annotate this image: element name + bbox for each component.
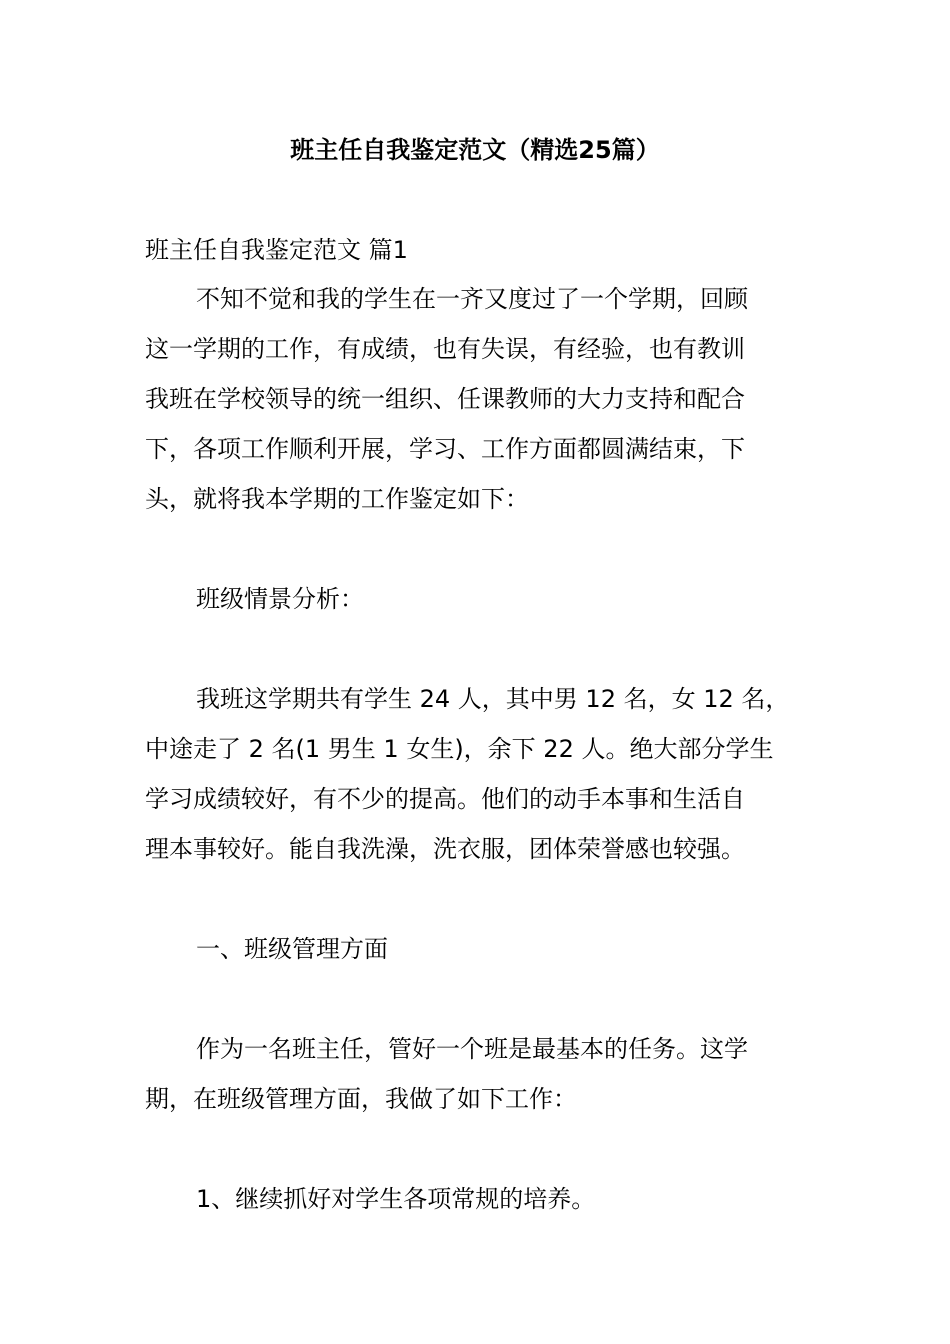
paragraph-line: 理本事较好。能自我洗澡，洗衣服，团体荣誉感也较强。 — [145, 835, 745, 863]
paragraph-line: 下，各项工作顺利开展，学习、工作方面都圆满结束，下 — [145, 435, 745, 463]
paragraph-line: 不知不觉和我的学生在一齐又度过了一个学期，回顾 — [196, 285, 748, 313]
paragraph-line: 这一学期的工作，有成绩，也有失误，有经验，也有教训 — [145, 335, 745, 363]
paragraph-management — [145, 1024, 835, 1124]
paragraph-line: 一、班级管理方面 — [196, 935, 388, 963]
paragraph-intro — [145, 274, 835, 524]
paragraph-line: 我班这学期共有学生 24 人，其中男 12 名，女 12 名， — [196, 685, 790, 713]
paragraph-line: 学习成绩较好，有不少的提高。他们的动手本事和生活自 — [145, 785, 745, 813]
paragraph-item-one — [145, 1174, 835, 1224]
paragraph-class-analysis-heading — [145, 574, 835, 624]
paragraph-line: 中途走了 2 名(1 男生 1 女生)，余下 22 人。绝大部分学生 — [145, 735, 774, 763]
document-title: 班主任自我鉴定范文（精选25篇） — [290, 136, 660, 164]
paragraph-line: 头，就将我本学期的工作鉴定如下： — [145, 485, 529, 513]
paragraph-line: 我班在学校领导的统一组织、任课教师的大力支持和配合 — [145, 385, 745, 413]
section-heading: 班主任自我鉴定范文 篇1 — [145, 236, 408, 264]
paragraph-section-one-heading — [145, 924, 835, 974]
paragraph-line: 1、继续抓好对学生各项常规的培养。 — [196, 1185, 596, 1213]
paragraph-line: 期，在班级管理方面，我做了如下工作： — [145, 1085, 577, 1113]
paragraph-class-analysis — [145, 674, 835, 874]
paragraph-line: 作为一名班主任，管好一个班是最基本的任务。这学 — [196, 1035, 748, 1063]
paragraph-line: 班级情景分析： — [196, 585, 364, 613]
